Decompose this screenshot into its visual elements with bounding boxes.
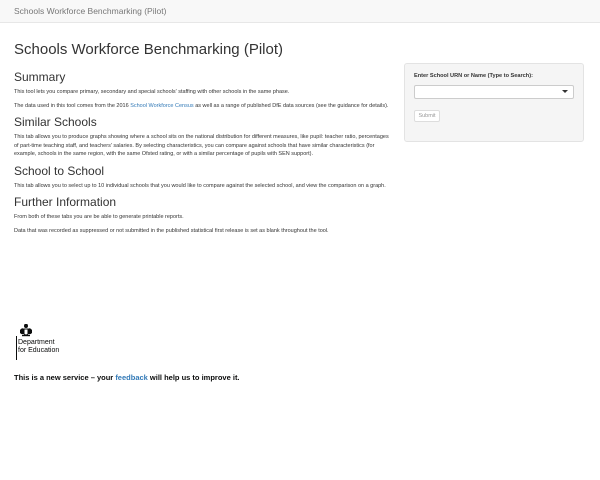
navbar-brand[interactable]: Schools Workforce Benchmarking (Pilot) <box>14 6 167 16</box>
school-to-school-paragraph: This tab allows you to select up to 10 individual schools that you would like to compare against the selected school, and view the comparison on a graph. <box>14 182 386 189</box>
further-information-heading: Further Information <box>14 195 117 209</box>
further-information-section <box>14 195 394 235</box>
summary-p2-text-before: The data used in this tool comes from the 2016 <box>14 102 131 109</box>
summary-heading: Summary <box>14 70 66 84</box>
logo-line-2: for Education <box>18 347 60 354</box>
further-information-paragraph-2: Data that was recorded as suppressed or not submitted in the published statistical first release is set as blank throughout the tool. <box>14 227 329 234</box>
similar-schools-heading: Similar Schools <box>14 115 97 129</box>
main-content <box>14 70 394 240</box>
further-information-paragraph-1: From both of these tabs you are be able to generate printable reports. <box>14 214 184 220</box>
similar-schools-section <box>14 115 394 159</box>
summary-paragraph-2 <box>14 102 394 111</box>
summary-section <box>14 70 394 110</box>
submit-button[interactable]: Submit <box>414 110 440 122</box>
school-search-select[interactable] <box>414 85 574 99</box>
logo-text <box>18 339 59 355</box>
summary-p2-text-after: as well as a range of published DfE data sources (see the guidance for details). <box>193 102 389 109</box>
logo-line-1: Department <box>18 339 55 346</box>
service-text-after: will help us to improve it. <box>147 373 240 382</box>
school-to-school-section <box>14 164 394 191</box>
school-workforce-census-link[interactable]: School Workforce Census <box>130 102 194 109</box>
feedback-link[interactable]: feedback <box>115 373 148 382</box>
school-search-label: Enter School URN or Name (Type to Search): <box>414 73 533 79</box>
summary-paragraph-1: This tool lets you compare primary, secondary and special schools' staffing with other schools in the same phase. <box>14 89 290 95</box>
dfe-logo <box>14 323 84 359</box>
navbar <box>0 0 600 23</box>
service-banner <box>14 373 240 382</box>
logo-divider <box>16 336 17 360</box>
school-search-panel <box>404 63 584 142</box>
school-to-school-heading: School to School <box>14 163 105 178</box>
similar-schools-paragraph: This tab allows you to produce graphs showing where a school sits on the national distribution for different measures, like pupil: teacher ratio, percentages of part-time teaching staff, and teachers' salaries. By selecting characteristics, you can compare against schools that have similar characteristics (for example, schools in the same region, with the same Ofsted rating, or with a similar percentage of pupils with SEN support). <box>14 134 389 157</box>
chevron-down-icon[interactable] <box>562 90 568 93</box>
service-text-before: This is a new service – your <box>14 373 116 382</box>
page-title: Schools Workforce Benchmarking (Pilot) <box>14 41 283 58</box>
royal-crest-icon <box>19 323 33 337</box>
